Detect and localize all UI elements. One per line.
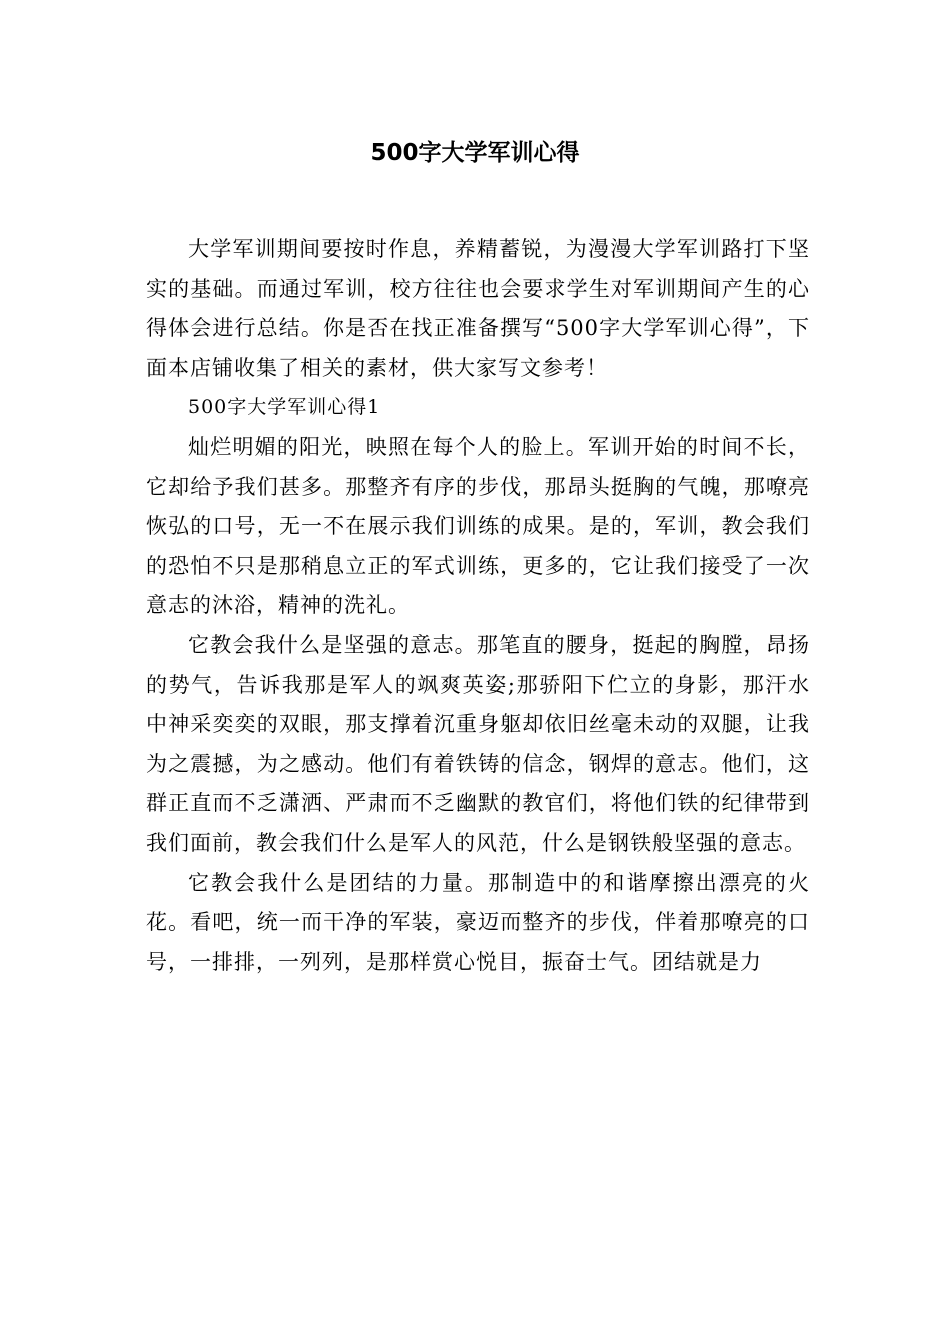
intro-paragraph: 大学军训期间要按时作息，养精蓄锐，为漫漫大学军训路打下坚实的基础。而通过军训，校方往往也会要求学生对军训期间产生的心得体会进行总结。你是否在找正准备撰写“500字大学军训心得”，下面本店铺收集了相关的素材，供大家写文参考！: [146, 237, 810, 380]
body-paragraph: 它教会我什么是坚强的意志。那笔直的腰身，挺起的胸膛，昂扬的势气，告诉我那是军人的飒爽英姿;那骄阳下伫立的身影，那汗水中神采奕奕的双眼，那支撑着沉重身躯却依旧丝毫未动的双腿，让我为之震撼，为之感动。他们有着铁铸的信念，钢焊的意志。他们，这群正直而不乏潇洒、严肃而不乏幽默的教官们，将他们铁的纪律带到我们面前，教会我们什么是军人的风范，什么是钢铁般坚强的意志。: [146, 632, 810, 855]
document-title: 500字大学军训心得: [370, 140, 580, 166]
body-paragraph: 它教会我什么是团结的力量。那制造中的和谐摩擦出漂亮的火花。看吧，统一而干净的军装，豪迈而整齐的步伐，伴着那嘹亮的口号，一排排，一列列，是那样赏心悦目，振奋士气。团结就是力: [146, 870, 810, 974]
document-body: [146, 230, 810, 982]
section-heading: 500字大学军训心得1: [188, 396, 381, 419]
body-paragraph: 灿烂明媚的阳光，映照在每个人的脸上。军训开始的时间不长，它却给予我们甚多。那整齐有序的步伐，那昂头挺胸的气魄，那嘹亮恢弘的口号，无一不在展示我们训练的成果。是的，军训，教会我们的恐怕不只是那稍息立正的军式训练，更多的，它让我们接受了一次意志的沐浴，精神的洗礼。: [146, 434, 810, 618]
